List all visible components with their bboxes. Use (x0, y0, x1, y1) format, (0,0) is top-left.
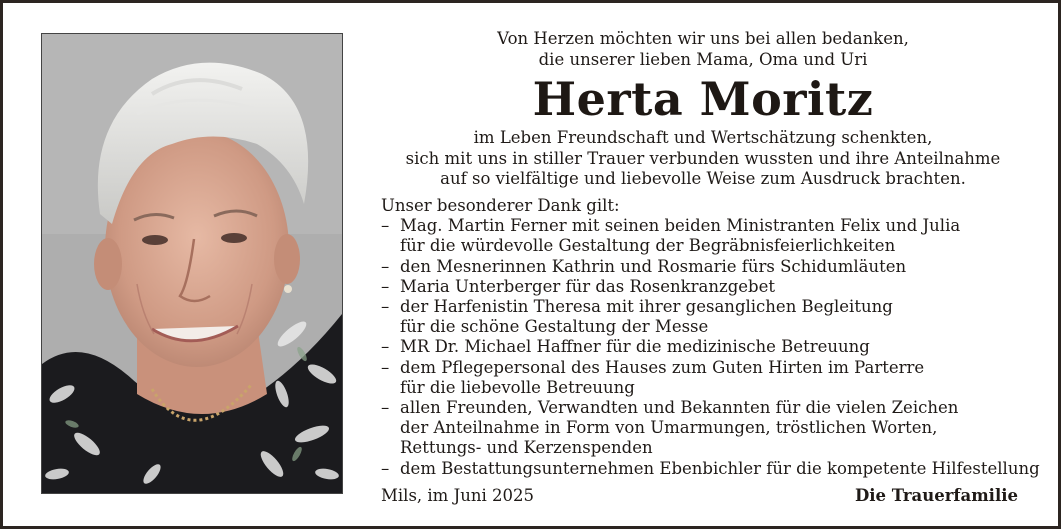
thanks-item-line: MR Dr. Michael Haffner für die medizinische Betreuung (400, 337, 870, 357)
thanks-item (381, 459, 1041, 479)
thanks-item-line: den Mesnerinnen Kathrin und Rosmarie fürs Schidumläuten (400, 256, 907, 276)
thanks-item-line: für die schöne Gestaltung der Messe (400, 317, 709, 337)
thanks-item (381, 358, 1041, 398)
gratitude-line: sich mit uns in stiller Trauer verbunden wussten und ihre Anteilnahme (405, 148, 1001, 168)
gratitude-line: im Leben Freundschaft und Wertschätzung schenkten, (473, 128, 933, 147)
thanks-item-line: allen Freunden, Verwandten und Bekannten für die vielen Zeichen (400, 398, 959, 418)
thanks-item (381, 297, 1041, 337)
thanks-item (381, 398, 1041, 459)
thanks-item (381, 337, 1041, 357)
thanks-list (381, 196, 1041, 479)
thanks-item (381, 257, 1041, 277)
list-dash: – (381, 256, 390, 276)
list-dash: – (381, 357, 390, 377)
gratitude-line: auf so vielfältige und liebevolle Weise zum Ausdruck brachten. (440, 169, 966, 188)
thanks-item-line: für die liebevolle Betreuung (400, 377, 635, 397)
list-dash: – (381, 337, 390, 357)
thanks-item-line: dem Bestattungsunternehmen Ebenbichler für die kompetente Hilfestellung (400, 458, 1040, 478)
place-and-date: Mils, im Juni 2025 (381, 486, 534, 505)
list-dash: – (381, 216, 390, 236)
gratitude-text (383, 128, 1023, 190)
thanks-item-line: dem Pflegepersonal des Hauses zum Guten Hirten im Parterre (400, 357, 925, 377)
thanks-item-line: Rettungs- und Kerzenspenden (400, 438, 653, 458)
intro-line: die unserer lieben Mama, Oma und Uri (538, 49, 868, 69)
thanks-item-line: Mag. Martin Ferner mit seinen beiden Ministranten Felix und Julia (400, 216, 961, 236)
portrait-illustration (42, 34, 342, 493)
thanks-item (381, 277, 1041, 297)
intro-line: Von Herzen möchten wir uns bei allen bedanken, (497, 29, 909, 48)
family-signature: Die Trauerfamilie (854, 486, 1018, 505)
deceased-name: Herta Moritz (532, 72, 874, 126)
thanks-heading: Unser besonderer Dank gilt: (381, 196, 620, 215)
list-dash: – (381, 297, 390, 317)
portrait-photo (41, 33, 343, 494)
intro-text (383, 29, 1023, 70)
thanks-item-line: der Harfenistin Theresa mit ihrer gesanglichen Begleitung (400, 297, 893, 317)
thanks-item-line: für die würdevolle Gestaltung der Begräbnisfeierlichkeiten (400, 236, 896, 256)
thanks-item-line: der Anteilnahme in Form von Umarmungen, tröstlichen Worten, (400, 418, 938, 438)
thanks-item (381, 216, 1041, 256)
list-dash: – (381, 276, 390, 296)
list-dash: – (381, 458, 390, 478)
thanks-item-line: Maria Unterberger für das Rosenkranzgebet (400, 276, 775, 296)
list-dash: – (381, 398, 390, 418)
